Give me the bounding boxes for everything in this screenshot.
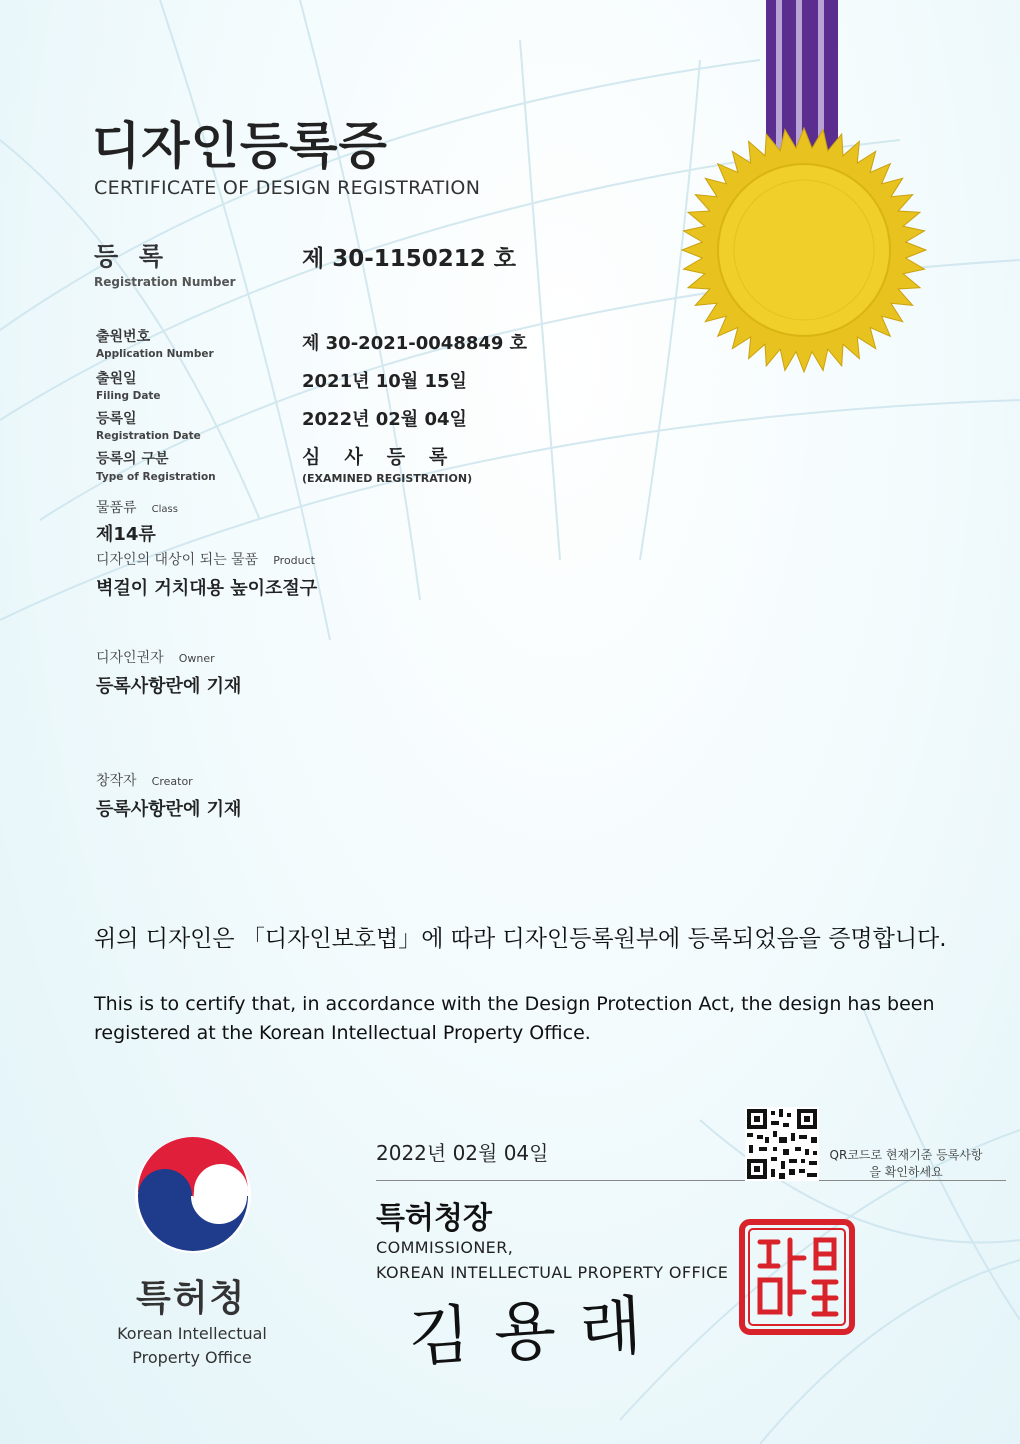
creator-value: 등록사항란에 기재	[96, 799, 242, 820]
owner-value: 등록사항란에 기재	[96, 676, 242, 697]
owner-label-row	[96, 647, 215, 667]
signature: 김용래	[406, 1288, 668, 1376]
qr-code-icon[interactable]	[745, 1107, 819, 1181]
registration-number: 제 30-1150212 호	[302, 246, 517, 272]
registration-date-label-en: Registration Date	[96, 430, 201, 442]
filing-date-label: 출원일	[96, 371, 137, 387]
creator-label-en: Creator	[151, 775, 193, 788]
application-number-label-en: Application Number	[96, 348, 214, 360]
class-label-row	[96, 497, 178, 517]
product-label: 디자인의 대상이 되는 물품	[96, 552, 259, 568]
title-english: CERTIFICATE OF DESIGN REGISTRATION	[94, 177, 481, 199]
owner-label: 디자인권자	[96, 650, 164, 666]
official-seal-icon	[738, 1218, 856, 1336]
filing-date-label-en: Filing Date	[96, 390, 161, 402]
registration-label-en: Registration Number	[94, 275, 236, 289]
application-number: 제 30-2021-0048849 호	[302, 333, 528, 354]
product-label-en: Product	[273, 554, 315, 567]
registration-date: 2022년 02월 04일	[302, 409, 467, 430]
class-label-en: Class	[151, 504, 178, 515]
commissioner-title-english-line2: KOREAN INTELLECTUAL PROPERTY OFFICE	[376, 1263, 729, 1282]
product-label-row	[96, 549, 315, 569]
filing-date: 2021년 10월 15일	[302, 371, 467, 392]
issue-date: 2022년 02월 04일	[376, 1141, 549, 1165]
kipo-logo-icon	[128, 1130, 258, 1260]
gold-seal-icon	[682, 128, 926, 372]
registration-type: 심사등록	[302, 446, 472, 468]
registration-type-label: 등록의 구분	[96, 451, 169, 467]
product-value: 벽걸이 거치대용 높이조절구	[96, 578, 318, 599]
registration-date-label: 등록일	[96, 411, 137, 427]
registration-label: 등 록	[94, 242, 170, 271]
registration-type-en: (EXAMINED REGISTRATION)	[302, 472, 473, 485]
qr-code-note: QR코드로 현재기준 등록사항을 확인하세요	[829, 1148, 983, 1179]
class-label: 물품류	[96, 500, 137, 516]
class-value: 제14류	[96, 524, 156, 545]
application-number-label: 출원번호	[96, 329, 151, 345]
owner-label-en: Owner	[178, 652, 215, 665]
commissioner-title-korean: 특허청장	[376, 1201, 492, 1236]
certification-text-korean: 위의 디자인은 「디자인보호법」에 따라 디자인등록원부에 등록되었음을 증명합니다.	[94, 926, 947, 952]
org-name-korean: 특허청	[136, 1278, 247, 1319]
commissioner-title-english-line1: COMMISSIONER,	[376, 1238, 514, 1257]
creator-label: 창작자	[96, 773, 137, 789]
certification-text-english: This is to certify that, in accordance with the Design Protection Act, the design has been registered at the Korean Intellectual Property Office.	[94, 993, 935, 1044]
registration-type-label-en: Type of Registration	[96, 471, 216, 483]
org-name-english: Korean Intellectual Property Office	[117, 1324, 267, 1367]
creator-label-row	[96, 770, 193, 790]
title-korean: 디자인등록증	[92, 117, 388, 175]
